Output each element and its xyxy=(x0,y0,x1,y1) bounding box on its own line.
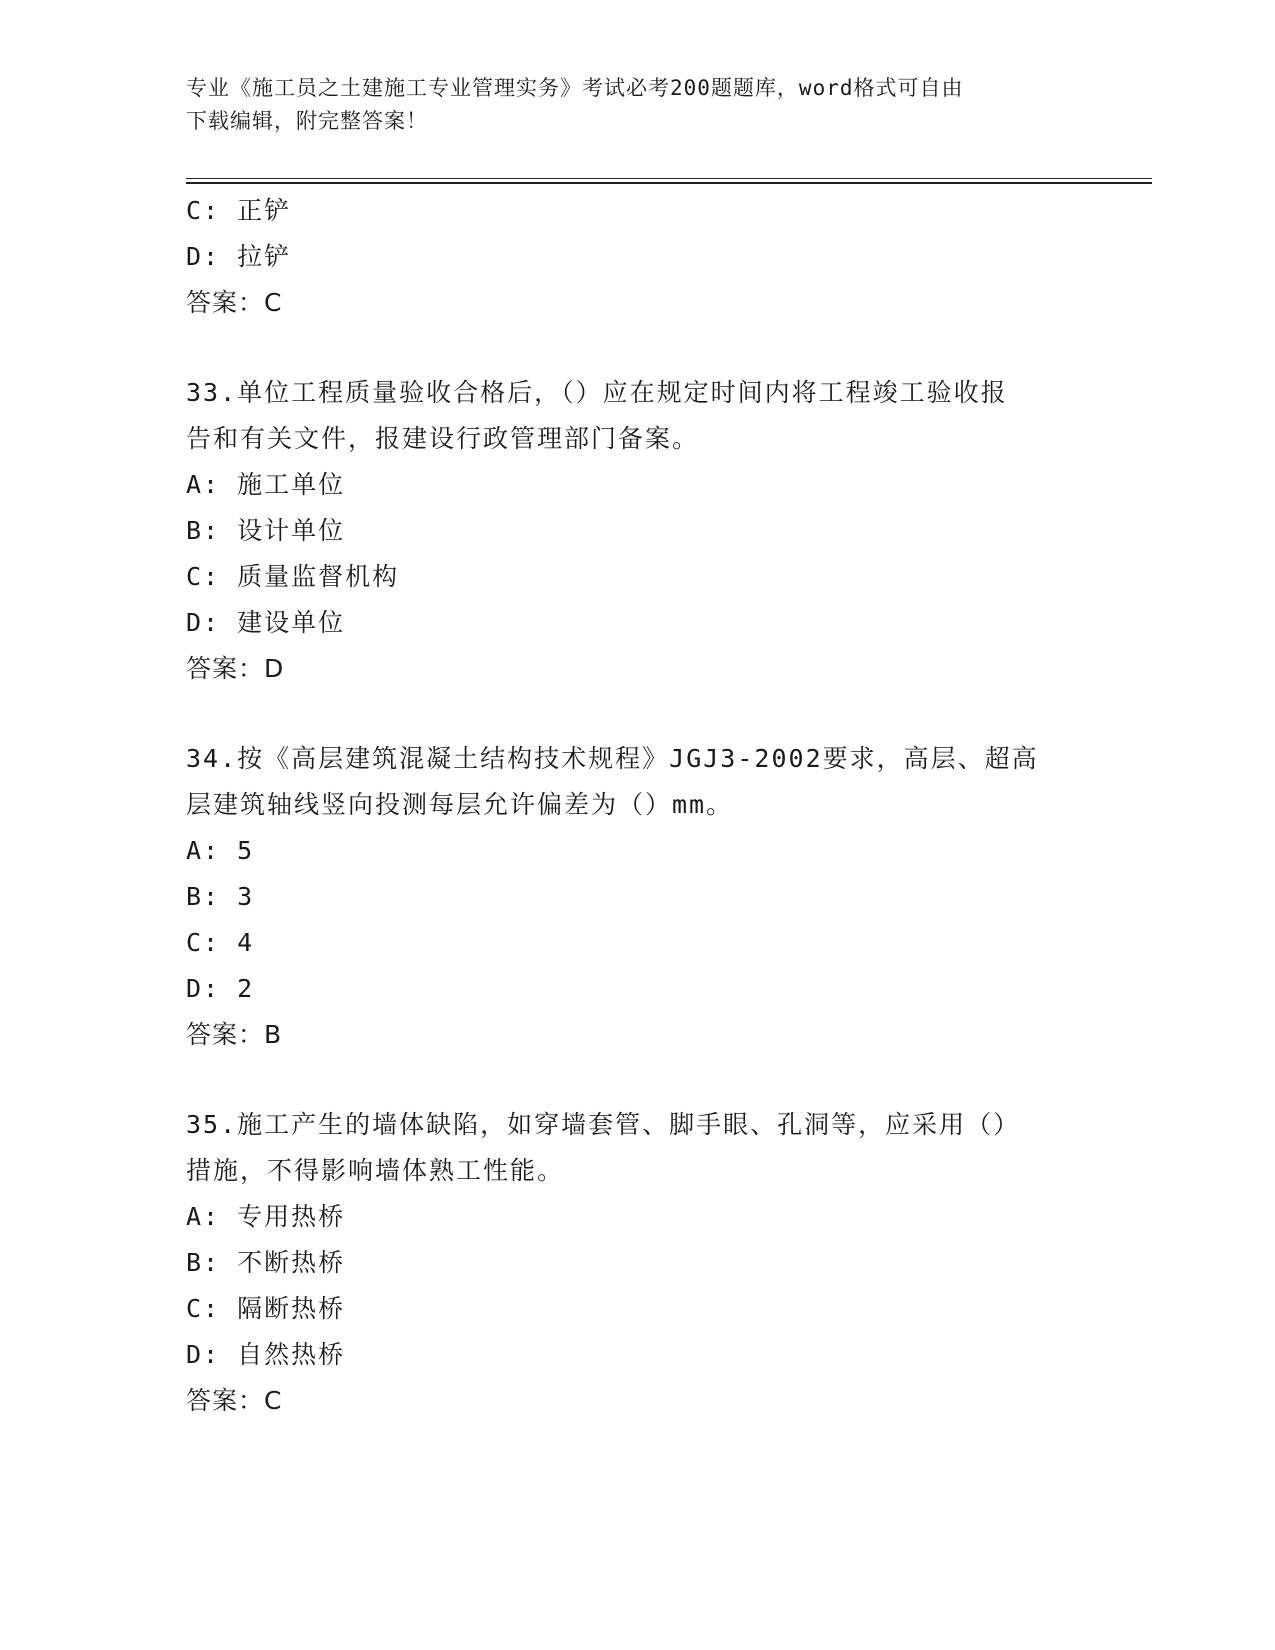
option-label: A: xyxy=(186,836,221,865)
option-a xyxy=(186,1194,1086,1240)
option-b xyxy=(186,874,1086,920)
option-label: C: xyxy=(186,1294,221,1323)
option-label: B: xyxy=(186,882,221,911)
option-text: 隔断热桥 xyxy=(237,1294,346,1323)
option-d xyxy=(186,966,1086,1012)
header-line-1: 专业《施工员之土建施工专业管理实务》考试必考200题题库，word格式可自由 xyxy=(186,76,964,100)
document-body xyxy=(186,188,1086,1424)
option-label: B: xyxy=(186,516,221,545)
question-33 xyxy=(186,370,1086,692)
answer-line: 答案：D xyxy=(186,654,285,683)
header-line-2: 下载编辑，附完整答案！ xyxy=(186,109,428,133)
question-text-line-2: 层建筑轴线竖向投测每层允许偏差为（）mm。 xyxy=(186,790,734,819)
header-rule-thick xyxy=(186,182,1152,184)
question-text-line-2: 告和有关文件，报建设行政管理部门备案。 xyxy=(186,424,700,453)
option-d xyxy=(186,234,1086,280)
option-label: D: xyxy=(186,1340,221,1369)
question-35 xyxy=(186,1102,1086,1424)
option-a xyxy=(186,828,1086,874)
answer-line: 答案：C xyxy=(186,288,283,317)
option-label: C: xyxy=(186,196,221,225)
option-c xyxy=(186,920,1086,966)
option-a xyxy=(186,462,1086,508)
option-label: D: xyxy=(186,608,221,637)
option-text: 5 xyxy=(237,836,255,865)
option-label: C: xyxy=(186,562,221,591)
option-text: 质量监督机构 xyxy=(237,562,400,591)
header-rule-thin xyxy=(186,178,1152,179)
question-32-continued xyxy=(186,188,1086,326)
question-text-line-1: 33.单位工程质量验收合格后，（）应在规定时间内将工程竣工验收报 xyxy=(186,378,1008,407)
option-text: 4 xyxy=(237,928,255,957)
option-text: 施工单位 xyxy=(237,470,346,499)
option-text: 2 xyxy=(237,974,255,1003)
option-b xyxy=(186,508,1086,554)
option-b xyxy=(186,1240,1086,1286)
option-label: A: xyxy=(186,1202,221,1231)
option-c xyxy=(186,554,1086,600)
option-label: A: xyxy=(186,470,221,499)
answer-line: 答案：B xyxy=(186,1020,283,1049)
option-label: B: xyxy=(186,1248,221,1277)
option-text: 建设单位 xyxy=(237,608,346,637)
question-text-line-1: 34.按《高层建筑混凝土结构技术规程》JGJ3-2002要求，高层、超高 xyxy=(186,744,1039,773)
answer-line: 答案：C xyxy=(186,1386,283,1415)
question-34 xyxy=(186,736,1086,1058)
option-c xyxy=(186,1286,1086,1332)
option-text: 拉铲 xyxy=(237,242,292,271)
option-text: 专用热桥 xyxy=(237,1202,346,1231)
question-text-line-2: 措施，不得影响墙体熟工性能。 xyxy=(186,1156,565,1185)
question-text-line-1: 35.施工产生的墙体缺陷，如穿墙套管、脚手眼、孔洞等，应采用（） xyxy=(186,1110,1021,1139)
option-d xyxy=(186,1332,1086,1378)
option-text: 自然热桥 xyxy=(237,1340,346,1369)
option-text: 设计单位 xyxy=(237,516,346,545)
option-text: 3 xyxy=(237,882,255,911)
option-label: D: xyxy=(186,242,221,271)
option-label: D: xyxy=(186,974,221,1003)
option-d xyxy=(186,600,1086,646)
option-c xyxy=(186,188,1086,234)
option-text: 正铲 xyxy=(237,196,292,225)
option-label: C: xyxy=(186,928,221,957)
option-text: 不断热桥 xyxy=(237,1248,346,1277)
document-header xyxy=(186,72,1086,138)
